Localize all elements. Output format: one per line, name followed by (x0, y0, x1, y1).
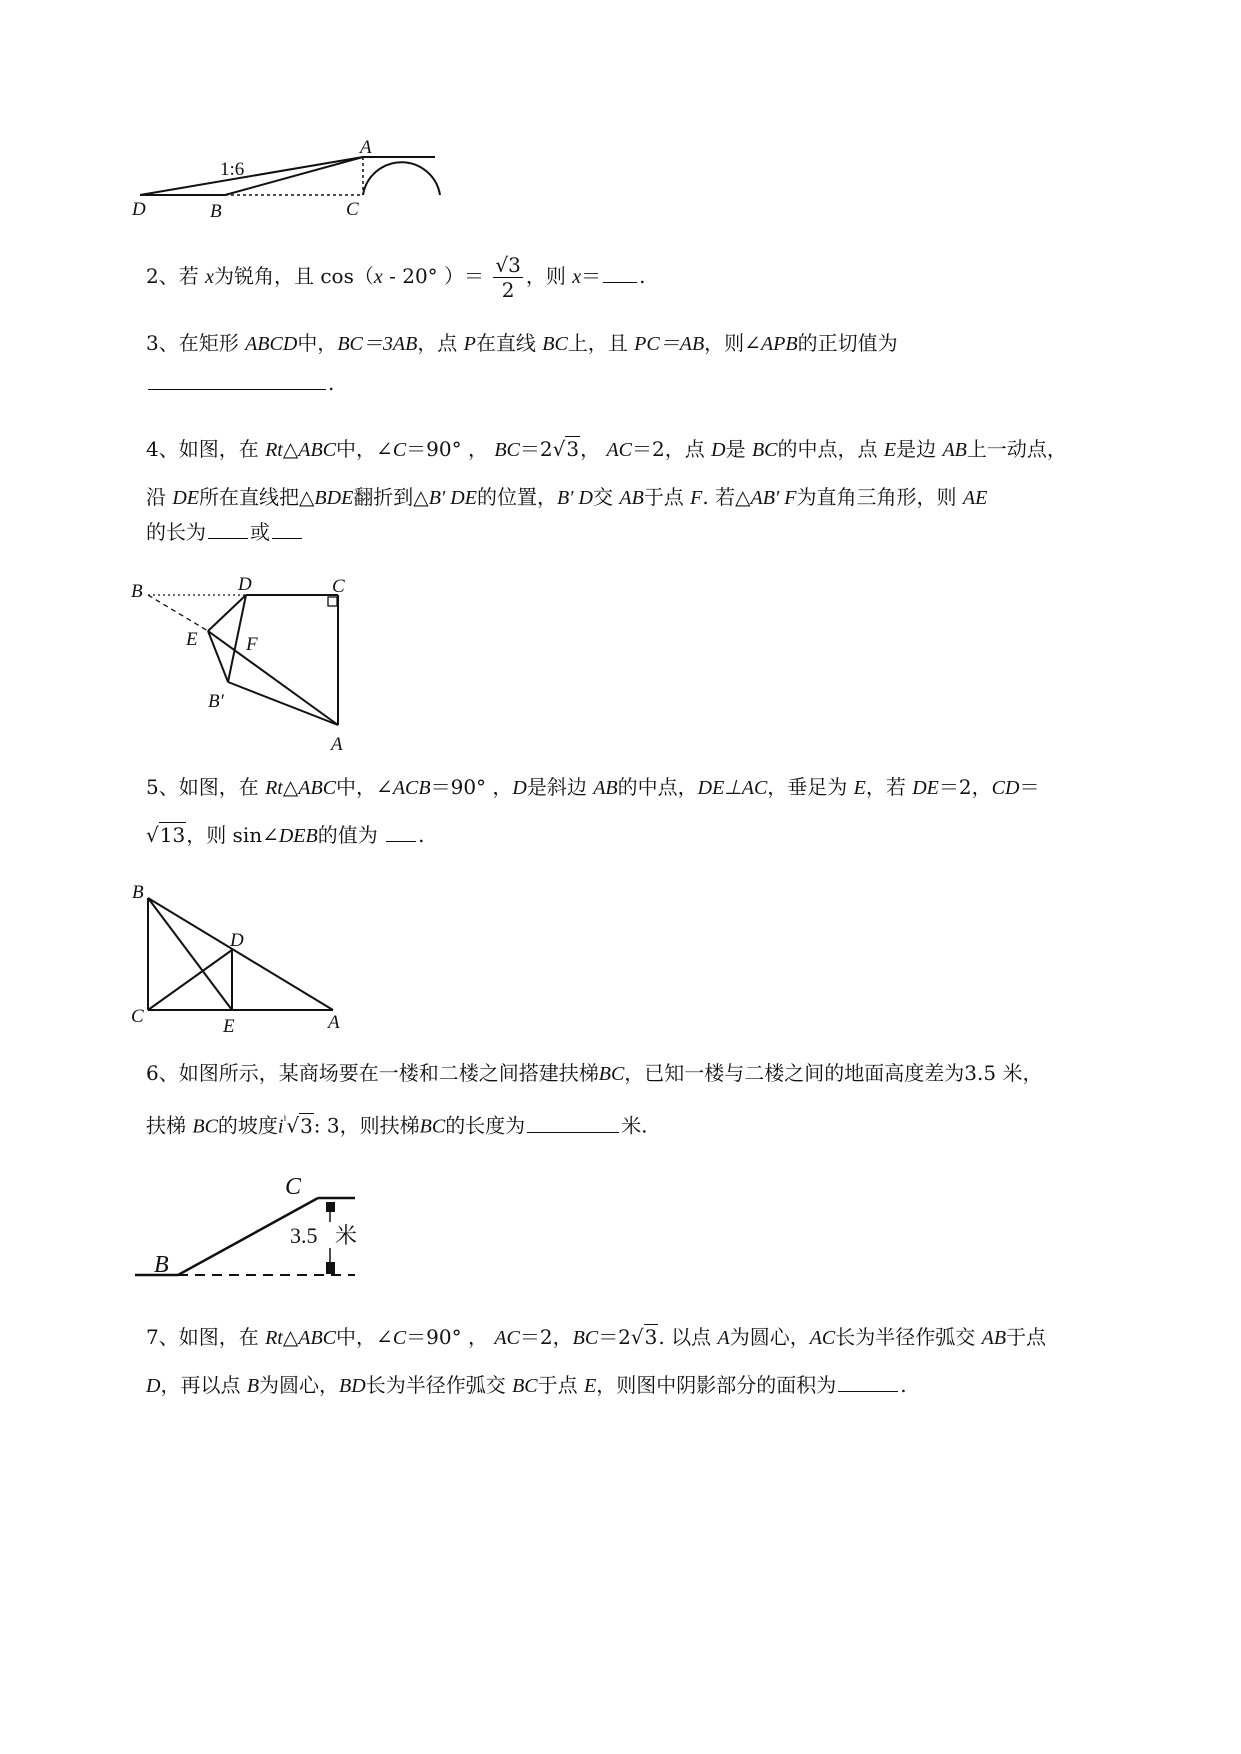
point-a: A (331, 734, 343, 755)
point-b: B (154, 1252, 169, 1278)
question-7-line-1: 7、如图，在 Rt△ABC中，∠C＝90° ， AC＝2，BC＝2√3. 以点 A为圆心，AC长为半径作弧交 AB于点 (146, 1325, 1047, 1349)
figure-slope-semicircle (130, 135, 470, 250)
point-b-prime: B′ (208, 691, 224, 712)
point-d: D (132, 199, 146, 220)
question-3-line-1: 3、在矩形 ABCD中，BC＝3AB，点 P在直线 BC上，且 PC＝AB，则∠APB的正切值为 (146, 331, 898, 355)
question-4-line-2: 沿 DE所在直线把△BDE翻折到△B′ DE的位置，B′ D交 AB于点 F. 若△AB′ F为直角三角形，则 AE (146, 485, 988, 509)
point-a: A (360, 137, 372, 158)
question-6-line-2: 扶梯 BC的坡度$i^{^i}√3$: 3，则扶梯BC的长度为 米. (146, 1113, 648, 1138)
answer-blank-q4-b[interactable] (272, 520, 302, 539)
point-d: D (230, 930, 244, 951)
point-d: D (238, 574, 252, 595)
fraction-sqrt3-over-2: $\frac{√3}{2}$ (495, 253, 521, 302)
height-label: 3.5 (290, 1223, 318, 1248)
height-unit: 米 (335, 1224, 358, 1249)
figure-folding-triangle (128, 570, 388, 765)
point-c: C (332, 576, 345, 597)
point-f: F (246, 634, 258, 655)
point-b: B (132, 882, 144, 903)
question-3-line-2: . (146, 368, 334, 398)
answer-blank-q3[interactable] (148, 371, 326, 390)
question-4-line-3: 的长为 或 (146, 517, 304, 547)
answer-blank-q7[interactable] (838, 1373, 898, 1392)
point-b: B (210, 201, 222, 222)
answer-blank-q4-a[interactable] (208, 520, 248, 539)
point-c: C (131, 1006, 144, 1027)
figure-right-triangle-midpoint (128, 880, 358, 1035)
question-5-line-1: 5、如图，在 Rt△ABC中，∠ACB＝90° ，D是斜边 AB的中点，DE⊥AC，垂足为 E，若 DE＝2，CD＝ (146, 775, 1040, 799)
answer-blank-q6[interactable] (527, 1114, 619, 1133)
question-5-line-2: √13，则 sin∠DEB的值为 . (146, 823, 425, 847)
question-4-line-1: 4、如图，在 Rt△ABC中，∠C＝90° ， BC＝2√3， AC＝2，点 D是 BC的中点，点 E是边 AB上一动点， (146, 437, 1067, 461)
answer-blank-q5[interactable] (386, 823, 416, 842)
question-7-line-2: D，再以点 B为圆心，BD长为半径作弧交 BC于点 E，则图中阴影部分的面积为 . (146, 1373, 907, 1397)
question-6-line-1: 6、如图所示，某商场要在一楼和二楼之间搭建扶梯BC，已知一楼与二楼之间的地面高度差为3.5 米， (146, 1061, 1043, 1085)
point-a: A (328, 1012, 340, 1033)
question-2: 2、若 x为锐角，且 cos（x - 20° ）＝ $\frac{√3}{2}$ ，则 x＝ . (146, 253, 646, 302)
point-e: E (186, 629, 198, 650)
point-b: B (131, 581, 143, 602)
point-c: C (346, 199, 359, 220)
figure-escalator (130, 1170, 370, 1295)
point-c: C (285, 1174, 302, 1200)
slope-label: 1:6 (220, 159, 245, 180)
answer-blank-q2[interactable] (603, 264, 637, 283)
point-e: E (223, 1016, 235, 1035)
